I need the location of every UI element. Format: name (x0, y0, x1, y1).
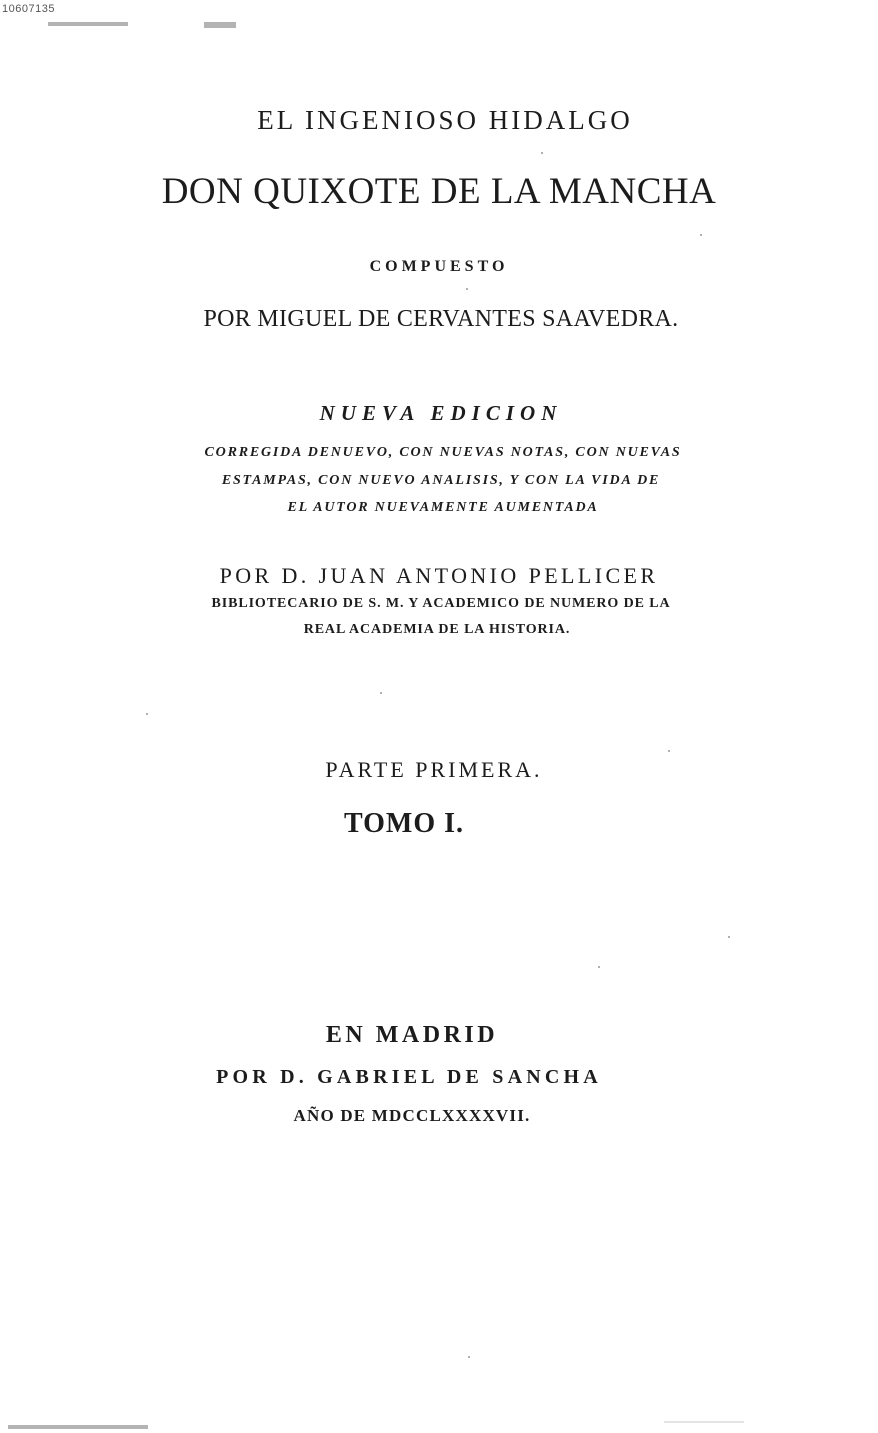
edition-desc-line: ESTAMPAS, CON NUEVO ANALISIS, Y CON LA VIDA DE (221, 473, 661, 488)
editor-line: POR D. JUAN ANTONIO PELLICER (219, 563, 659, 588)
scan-smudge (664, 1421, 744, 1423)
imprint-printer: POR D. GABRIEL DE SANCHA (216, 1066, 602, 1088)
volume-heading: TOMO I. (343, 808, 465, 839)
scan-speck (146, 713, 148, 715)
part-heading: PARTE PRIMERA. (325, 757, 543, 782)
imprint-place: EN MADRID (325, 1022, 499, 1048)
scan-smudge (204, 22, 236, 28)
author-line: POR MIGUEL DE CERVANTES SAAVEDRA. (203, 306, 679, 332)
scan-speck (700, 234, 702, 236)
scan-speck (598, 966, 600, 968)
scan-speck (380, 692, 382, 694)
scan-speck (668, 750, 670, 752)
scan-smudge (8, 1425, 148, 1429)
title-line-2: DON QUIXOTE DE LA MANCHA (161, 171, 717, 212)
imprint-year: AÑO DE MDCCLXXXXVII. (293, 1106, 531, 1125)
compuesto-label: COMPUESTO (369, 258, 509, 275)
edition-heading: NUEVA EDICION (319, 401, 563, 425)
scan-id-label: 10607135 (2, 3, 55, 15)
editor-desc-line: BIBLIOTECARIO DE S. M. Y ACADEMICO DE NUMERO DE LA (211, 596, 671, 611)
scan-speck (541, 152, 543, 154)
scan-speck (728, 936, 730, 938)
scan-speck (468, 1356, 470, 1358)
title-line-1: EL INGENIOSO HIDALGO (257, 105, 633, 135)
editor-desc-line: REAL ACADEMIA DE LA HISTORIA. (303, 622, 571, 637)
scan-smudge (48, 22, 128, 26)
edition-desc-line: CORREGIDA DENUEVO, CON NUEVAS NOTAS, CON NUEVAS (204, 445, 682, 460)
scan-speck (466, 288, 468, 290)
edition-desc-line: EL AUTOR NUEVAMENTE AUMENTADA (287, 500, 599, 515)
